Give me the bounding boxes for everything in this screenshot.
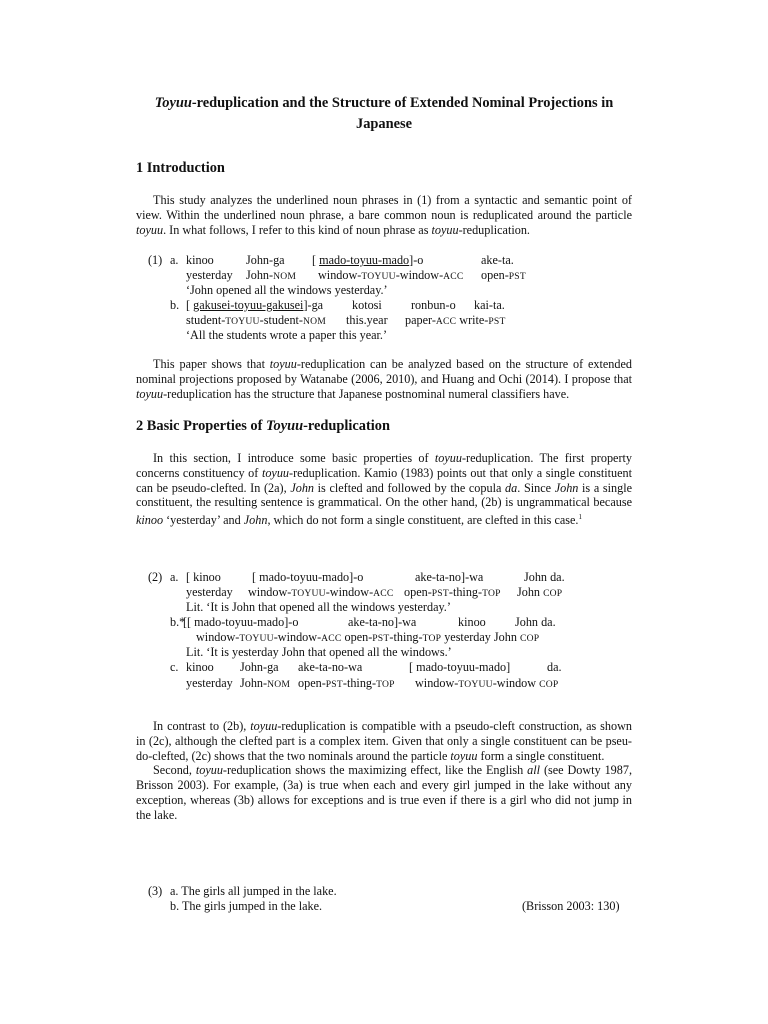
example-number: (3) (148, 884, 163, 898)
text: paper- (405, 313, 436, 327)
text: John- (240, 676, 268, 690)
proposal-paragraph (136, 357, 632, 401)
smallcaps: TOYUU (291, 588, 326, 599)
gloss-word: yesterday (186, 268, 233, 282)
gloss-word: ake-ta. (481, 253, 514, 267)
gloss-word (481, 268, 526, 283)
suffix: ]-ga (303, 298, 324, 312)
translation: ‘John opened all the windows yesterday.’ (186, 283, 388, 297)
text: -reduplication. The first property concerns constituency of (136, 451, 632, 480)
gloss-word (248, 585, 393, 600)
term-toyuu: toyuu (136, 222, 164, 237)
term-toyuu: toyuu (136, 386, 164, 401)
term-all: all (527, 763, 541, 778)
smallcaps: TOP (422, 633, 442, 644)
gloss-word: John-ga (246, 253, 285, 267)
text: open- (341, 630, 373, 644)
text: John (517, 585, 544, 599)
text: . In what follows, I refer to this kind of noun phrase as (163, 222, 432, 237)
gloss-word (312, 253, 423, 268)
gloss-word: kinoo (186, 660, 214, 674)
term-toyuu: toyuu (195, 763, 223, 778)
smallcaps: ACC (443, 271, 464, 282)
smallcaps: TOYUU (361, 271, 396, 282)
text: This study analyzes the underlined noun phrases in (1) from a syntactic and semantic point of view. Within the underlined noun phrase, a bare common noun is reduplicated around the particle (136, 193, 632, 222)
smallcaps: TOP (482, 588, 501, 599)
translation: Lit. ‘It is John that opened all the windows yesterday.’ (186, 600, 451, 614)
smallcaps: NOM (273, 271, 297, 282)
text: -reduplication. Kamio (1983) points out that only a single constituent can be pseudo-clefted. In (2a), (136, 465, 632, 495)
term-da: da (505, 480, 518, 495)
term-kinoo: kinoo (136, 513, 164, 528)
gloss-word: [[ mado-toyuu-mado]-o (183, 615, 299, 629)
gloss-word: John da. (515, 615, 556, 629)
section-2-heading (136, 418, 390, 435)
example-label: a. (170, 253, 179, 267)
section-1-heading: 1 Introduction (136, 160, 225, 176)
heading-text: 2 Basic Properties of (136, 418, 267, 434)
gloss-word: ake-ta-no]-wa (348, 615, 417, 629)
gloss-word (246, 268, 296, 283)
text: student- (186, 313, 226, 327)
gloss-word (404, 585, 501, 600)
gloss-word (517, 585, 562, 600)
smallcaps: TOYUU (225, 316, 260, 327)
text: -window- (395, 268, 444, 282)
text: Second, (153, 763, 196, 778)
gloss-word (196, 630, 539, 645)
heading-italic: Toyuu (266, 418, 304, 434)
smallcaps: PST (431, 588, 449, 599)
underlined-np: mado-toyuu-mado (319, 253, 410, 267)
smallcaps: ACC (435, 316, 457, 327)
term-toyuu: toyuu (269, 357, 297, 371)
term-toyuu: toyuu (250, 719, 278, 733)
text: -thing- (448, 585, 483, 599)
text: -thing- (389, 630, 423, 644)
constituency-paragraph (136, 451, 632, 528)
gloss-word (240, 676, 290, 691)
text: -reduplication has the structure that Japanese postnominal numeral classifiers have. (163, 386, 570, 401)
smallcaps: PST (325, 679, 343, 690)
gloss-word: ake-ta-no]-wa (415, 570, 484, 584)
gloss-word: kinoo (186, 253, 214, 267)
footnote-marker: 1 (578, 513, 582, 522)
text: window- (248, 585, 292, 599)
maximizing-paragraph (136, 763, 632, 822)
text: -reduplication. (458, 222, 530, 237)
gloss-word: [ kinoo (186, 570, 221, 584)
text: -reduplication can be analyzed based on the structure of extended nominal projections proposed by Watanabe (2006, 2010), and Huang and Ochi (2014). I propose that (136, 357, 633, 386)
gloss-word: John-ga (240, 660, 279, 674)
example-label: b.* (170, 615, 186, 629)
gloss-word: yesterday (186, 585, 233, 599)
gloss-word (318, 268, 463, 283)
text: In this section, I introduce some basic properties of (153, 451, 435, 465)
text: -window- (325, 585, 374, 599)
smallcaps: NOM (303, 316, 326, 327)
title-line2: Japanese (356, 116, 412, 132)
smallcaps: TOYUU (458, 679, 493, 690)
gloss-word: kotosi (352, 298, 382, 312)
term-toyuu: toyuu (261, 465, 290, 480)
text: window- (318, 268, 362, 282)
text: write- (456, 313, 489, 327)
bracket: [ (186, 298, 191, 312)
text: -window (492, 676, 540, 690)
text: is clefted and followed by the copula (314, 480, 506, 495)
title-italic: Toyuu (154, 95, 192, 111)
gloss-word (186, 313, 326, 328)
text: window- (415, 676, 459, 690)
text: . Since (517, 480, 555, 495)
example-number: (2) (148, 570, 163, 584)
gloss-word: kinoo (458, 615, 486, 629)
smallcaps: COP (543, 588, 563, 599)
text: In contrast to (2b), (153, 719, 251, 733)
example-line: b. The girls jumped in the lake. (170, 899, 323, 913)
smallcaps: COP (520, 633, 540, 644)
gloss-word: ronbun-o (411, 298, 456, 312)
citation: (Brisson 2003: 130) (522, 899, 620, 913)
text: window- (196, 630, 240, 644)
gloss-word (186, 298, 323, 313)
underlined-np: gakusei-toyuu-gakusei (193, 298, 304, 312)
example-label: a. (170, 570, 179, 584)
example-label: b. (170, 298, 180, 312)
example-line: a. The girls all jumped in the lake. (170, 884, 337, 898)
text: -reduplication is compatible with a pseudo-cleft construction, as shown in (2c), although the clefted part is a complex item. Given that only a single constituent can be pseu- do-clefted, (2c) shows that the two nominals around the particle (136, 719, 632, 763)
smallcaps: NOM (267, 679, 291, 690)
text: open- (298, 676, 326, 690)
text: -student- (259, 313, 303, 327)
term-john: John (554, 480, 579, 495)
gloss-word: [ mado-toyuu-mado]-o (252, 570, 364, 584)
smallcaps: PST (508, 271, 526, 282)
text: This paper shows that (153, 357, 270, 371)
term-toyuu: toyuu (434, 451, 462, 465)
text: , which do not form a single constituent, are clefted in this case. (267, 513, 579, 528)
intro-paragraph (136, 193, 632, 237)
title-line1: -reduplication and the Structure of Extended Nominal Projections in (191, 95, 614, 111)
text: John- (246, 268, 274, 282)
text: open- (404, 585, 432, 599)
cleft-paragraph (136, 719, 632, 823)
smallcaps: TOYUU (239, 633, 274, 644)
smallcaps: COP (539, 679, 559, 690)
text: -reduplication shows the maximizing effect, like the English (222, 763, 528, 778)
gloss-word (405, 313, 506, 328)
text: -thing- (342, 676, 377, 690)
gloss-word (298, 676, 395, 691)
bracket: [ (312, 253, 317, 267)
term-john: John (243, 513, 268, 528)
gloss-word: John da. (524, 570, 565, 584)
suffix: ]-o (409, 253, 424, 267)
gloss-word: yesterday (186, 676, 233, 690)
term-toyuu: toyuu (431, 222, 459, 237)
text: (see Dowty 1987, Brisson 2003). For example, (3a) is true when each and every girl jumped in the lake without any exception, whereas (3b) allows for exceptions and is true even if there is a girl who did not jump in the lake. (136, 763, 632, 822)
smallcaps: PST (488, 316, 506, 327)
smallcaps: ACC (373, 588, 394, 599)
smallcaps: TOP (376, 679, 395, 690)
heading-text: -reduplication (303, 418, 390, 434)
smallcaps: PST (372, 633, 390, 644)
gloss-word: da. (547, 660, 562, 674)
translation: Lit. ‘It is yesterday John that opened all the windows.’ (186, 645, 452, 659)
text: form a single constituent. (477, 748, 605, 763)
gloss-word: kai-ta. (474, 298, 505, 312)
term-toyuu: toyuu (450, 748, 478, 763)
gloss-word (415, 676, 558, 691)
text: open- (481, 268, 509, 282)
text: ‘yesterday’ and (163, 513, 244, 528)
paper-title (136, 93, 632, 135)
gloss-word: [ mado-toyuu-mado] (409, 660, 511, 674)
text: is a single constituent, the resulting sentence is grammatical. On the other hand, (2b) is ungrammatical because (136, 480, 633, 510)
gloss-word: ake-ta-no-wa (298, 660, 363, 674)
translation: ‘All the students wrote a paper this year.’ (186, 328, 388, 342)
smallcaps: ACC (321, 633, 342, 644)
text: yesterday John (441, 630, 521, 644)
gloss-word: this.year (346, 313, 388, 327)
term-john: John (290, 480, 315, 495)
example-label: c. (170, 660, 179, 674)
example-number: (1) (148, 253, 163, 267)
text: -window- (273, 630, 322, 644)
